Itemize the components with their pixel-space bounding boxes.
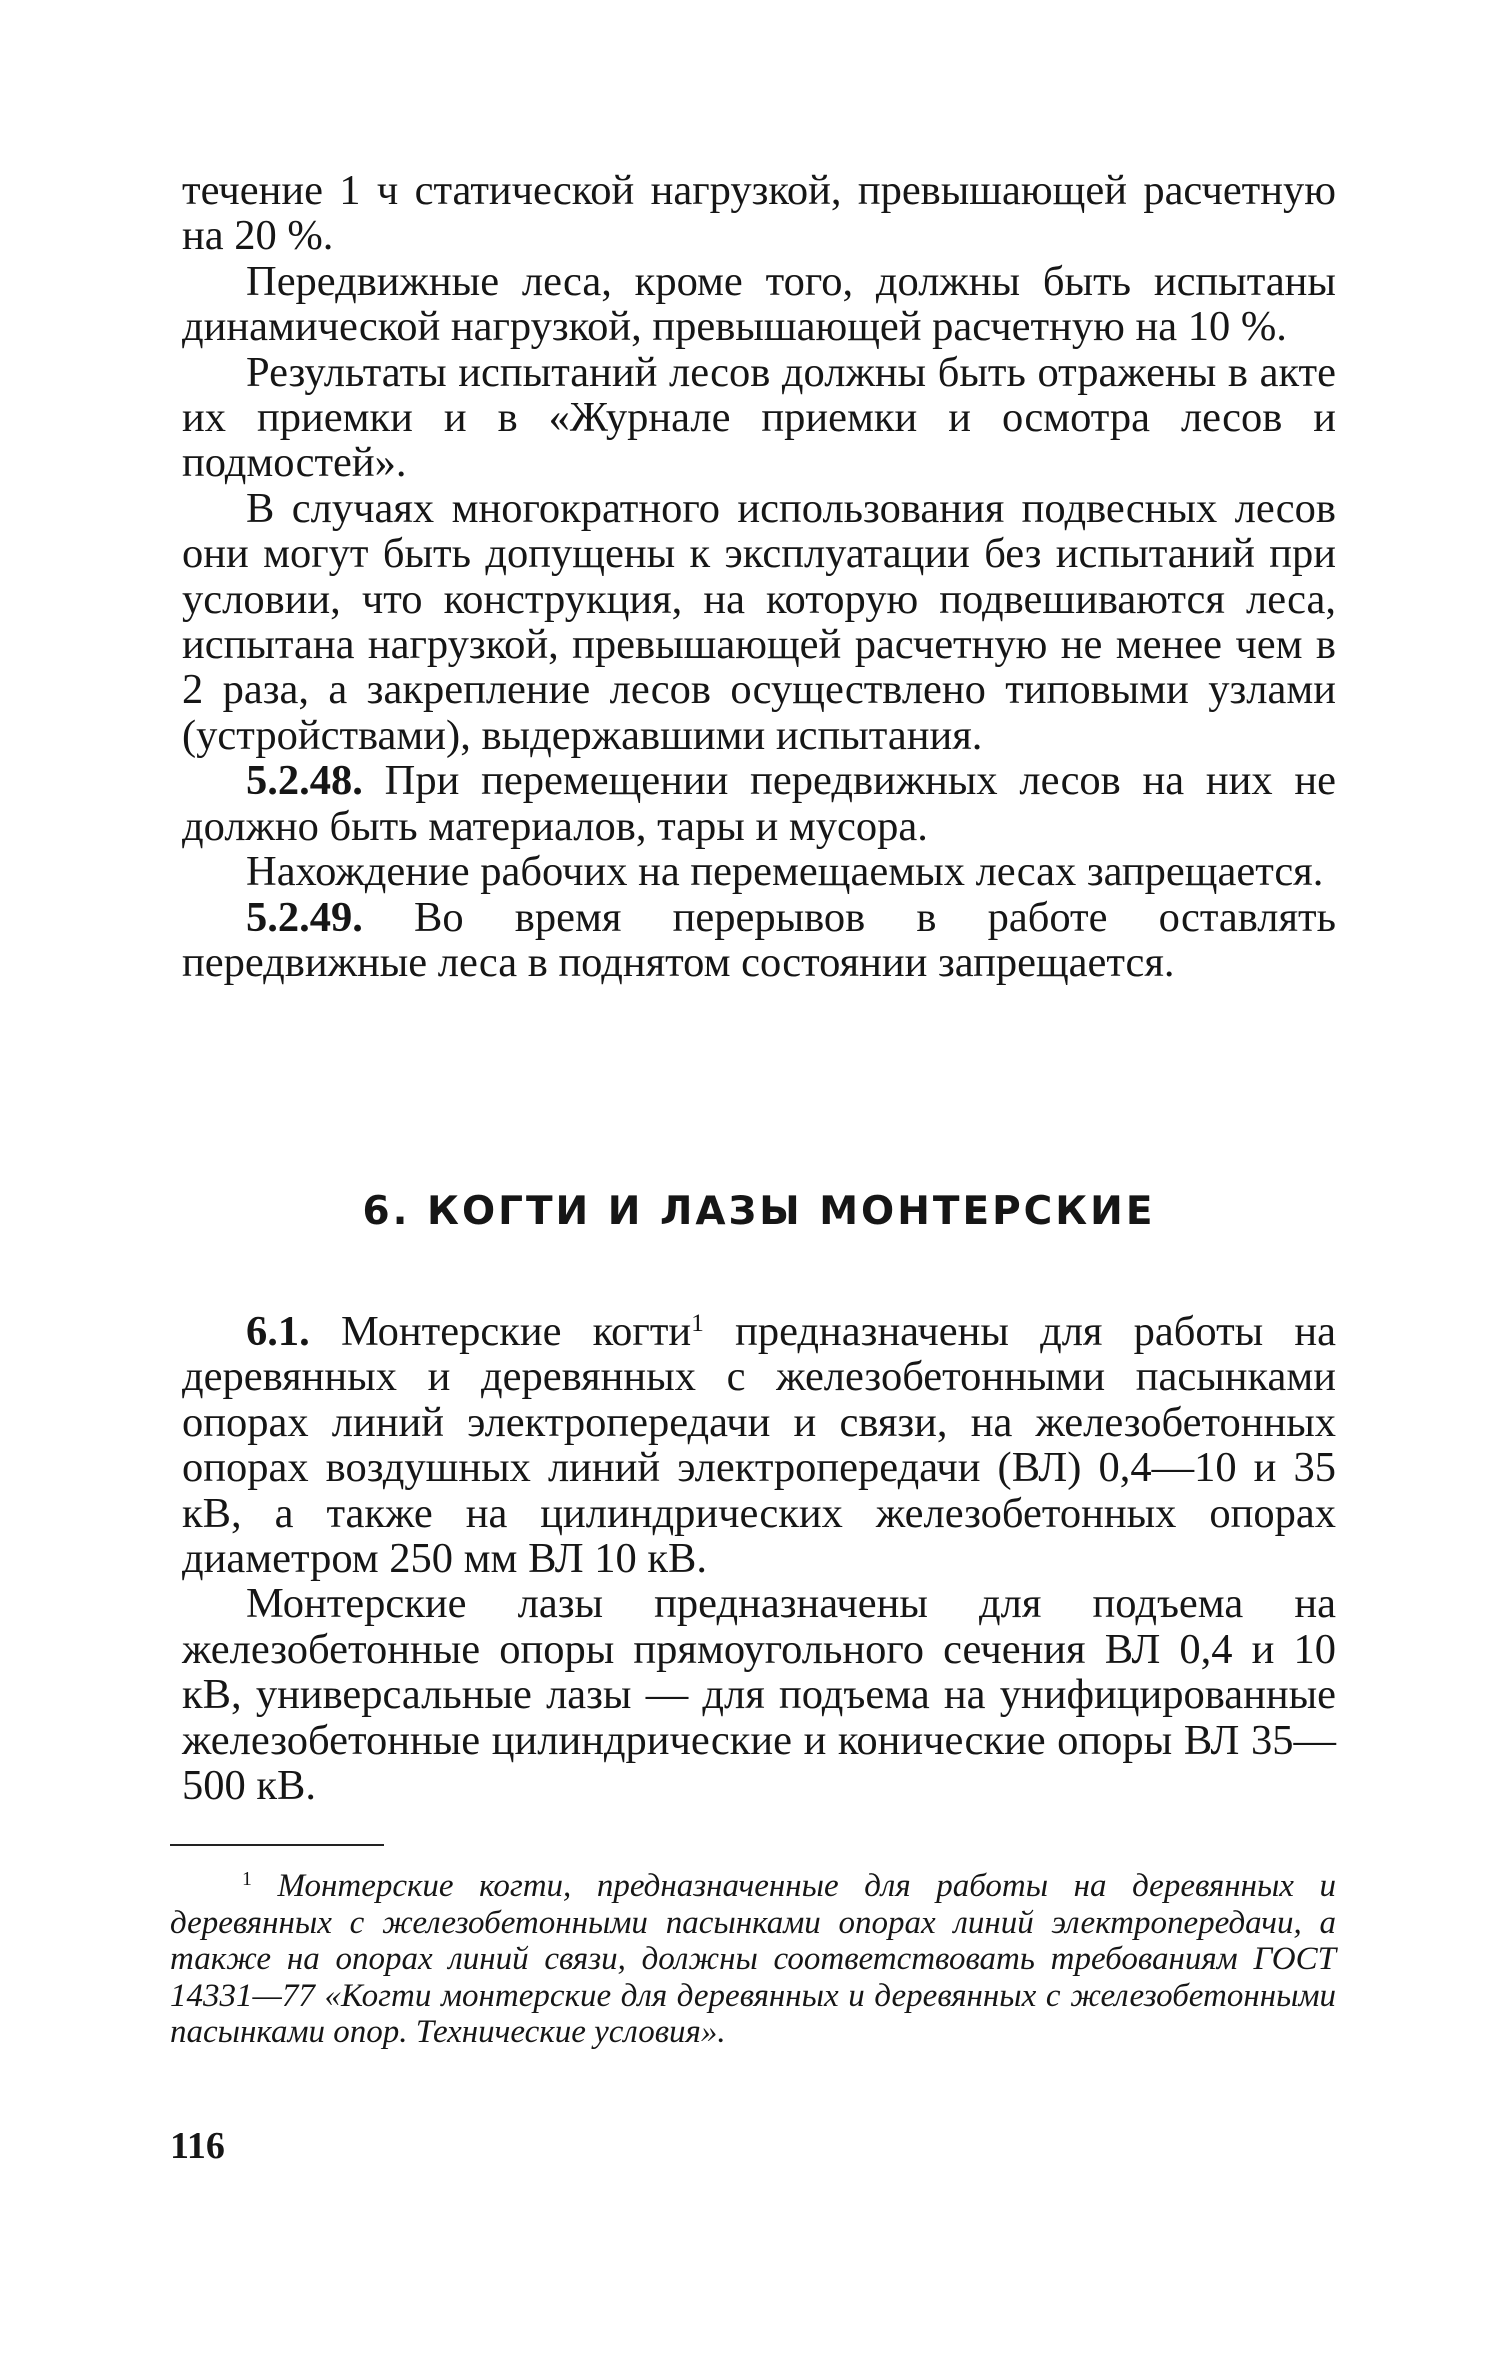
section-heading: 6. КОГТИ И ЛАЗЫ МОНТЕРСКИЕ (362, 1189, 1156, 1234)
text-block-top (182, 168, 1336, 985)
paragraph-clause-5-2-48 (182, 758, 1336, 849)
clause-number: 5.2.48. (246, 757, 363, 805)
paragraph-clause-5-2-49 (182, 895, 1336, 986)
footnote (170, 1868, 1336, 2051)
paragraph-climbers: Монтерские лазы предназначены для подъема на железобетонные опоры прямоугольного сечения ВЛ 0,4 и 10 кВ, универсальные лазы — для подъема на унифицированные железобетонные цилиндрические и конические опоры ВЛ 35—500 кВ. (182, 1580, 1336, 1810)
paragraph-continuation: течение 1 ч статической нагрузкой, превышающей расчетную на 20 %. (182, 167, 1336, 260)
page-number: 116 (170, 2125, 225, 2167)
footnote-divider (170, 1844, 384, 1846)
paragraph-clause-6-1 (182, 1309, 1336, 1581)
clause-text-start: Монтерские когти (340, 1308, 692, 1355)
footnote-mark: 1 (242, 1868, 252, 1891)
clause-number: 6.1. (246, 1308, 310, 1355)
paragraph-test-results: Результаты испытаний лесов должны быть отражены в акте их приемки и в «Журнале приемки и осмотра лесов и подмостей». (182, 348, 1336, 487)
footnote-reference: 1 (691, 1307, 704, 1337)
clause-text: Во время перерывов в работе оставлять передвижные леса в поднятом состоянии запрещается. (182, 893, 1336, 986)
paragraph-suspended-scaffolding: В случаях многократного использования подвесных лесов они могут быть допущены к эксплуатации без испытаний при условии, что конструкция, на которую подвешиваются леса, испытана нагрузкой, превышающей расчетную не менее чем в 2 раза, а закрепление лесов осуществлено типовыми узлами (устройствами), выдержавшими испытания. (182, 484, 1336, 759)
clause-text-rest: предназначены для работы на деревянных и деревянных с железобетонными пасынками опорах линий электропередачи и связи, на железобетонных опорах воздушных линий электропередачи (ВЛ) 0,4—10 и 35 кВ, а также на цилиндрических железобетонных опорах диаметром 250 мм ВЛ 10 кВ. (182, 1308, 1337, 1583)
text-block-section-6 (182, 1309, 1336, 1808)
paragraph-workers-prohibition: Нахождение рабочих на перемещаемых лесах запрещается. (246, 848, 1324, 896)
clause-text: При перемещении передвижных лесов на них не должно быть материалов, тары и мусора. (182, 757, 1336, 850)
footnote-text: Монтерские когти, предназначенные для работы на деревянных и деревянных с железобетонными пасынками опорах линий электропередачи, а также на опорах линий связи, должны соответствовать требованиям ГОСТ 14331—77 «Когти монтерские для деревянных и деревянных с железобетонными пасынками опор. Технические условия». (170, 1868, 1337, 2051)
paragraph-mobile-scaffolding-test: Передвижные леса, кроме того, должны быть испытаны динамической нагрузкой, превышающей расчетную на 10 %. (182, 257, 1336, 351)
clause-number: 5.2.49. (246, 893, 363, 941)
